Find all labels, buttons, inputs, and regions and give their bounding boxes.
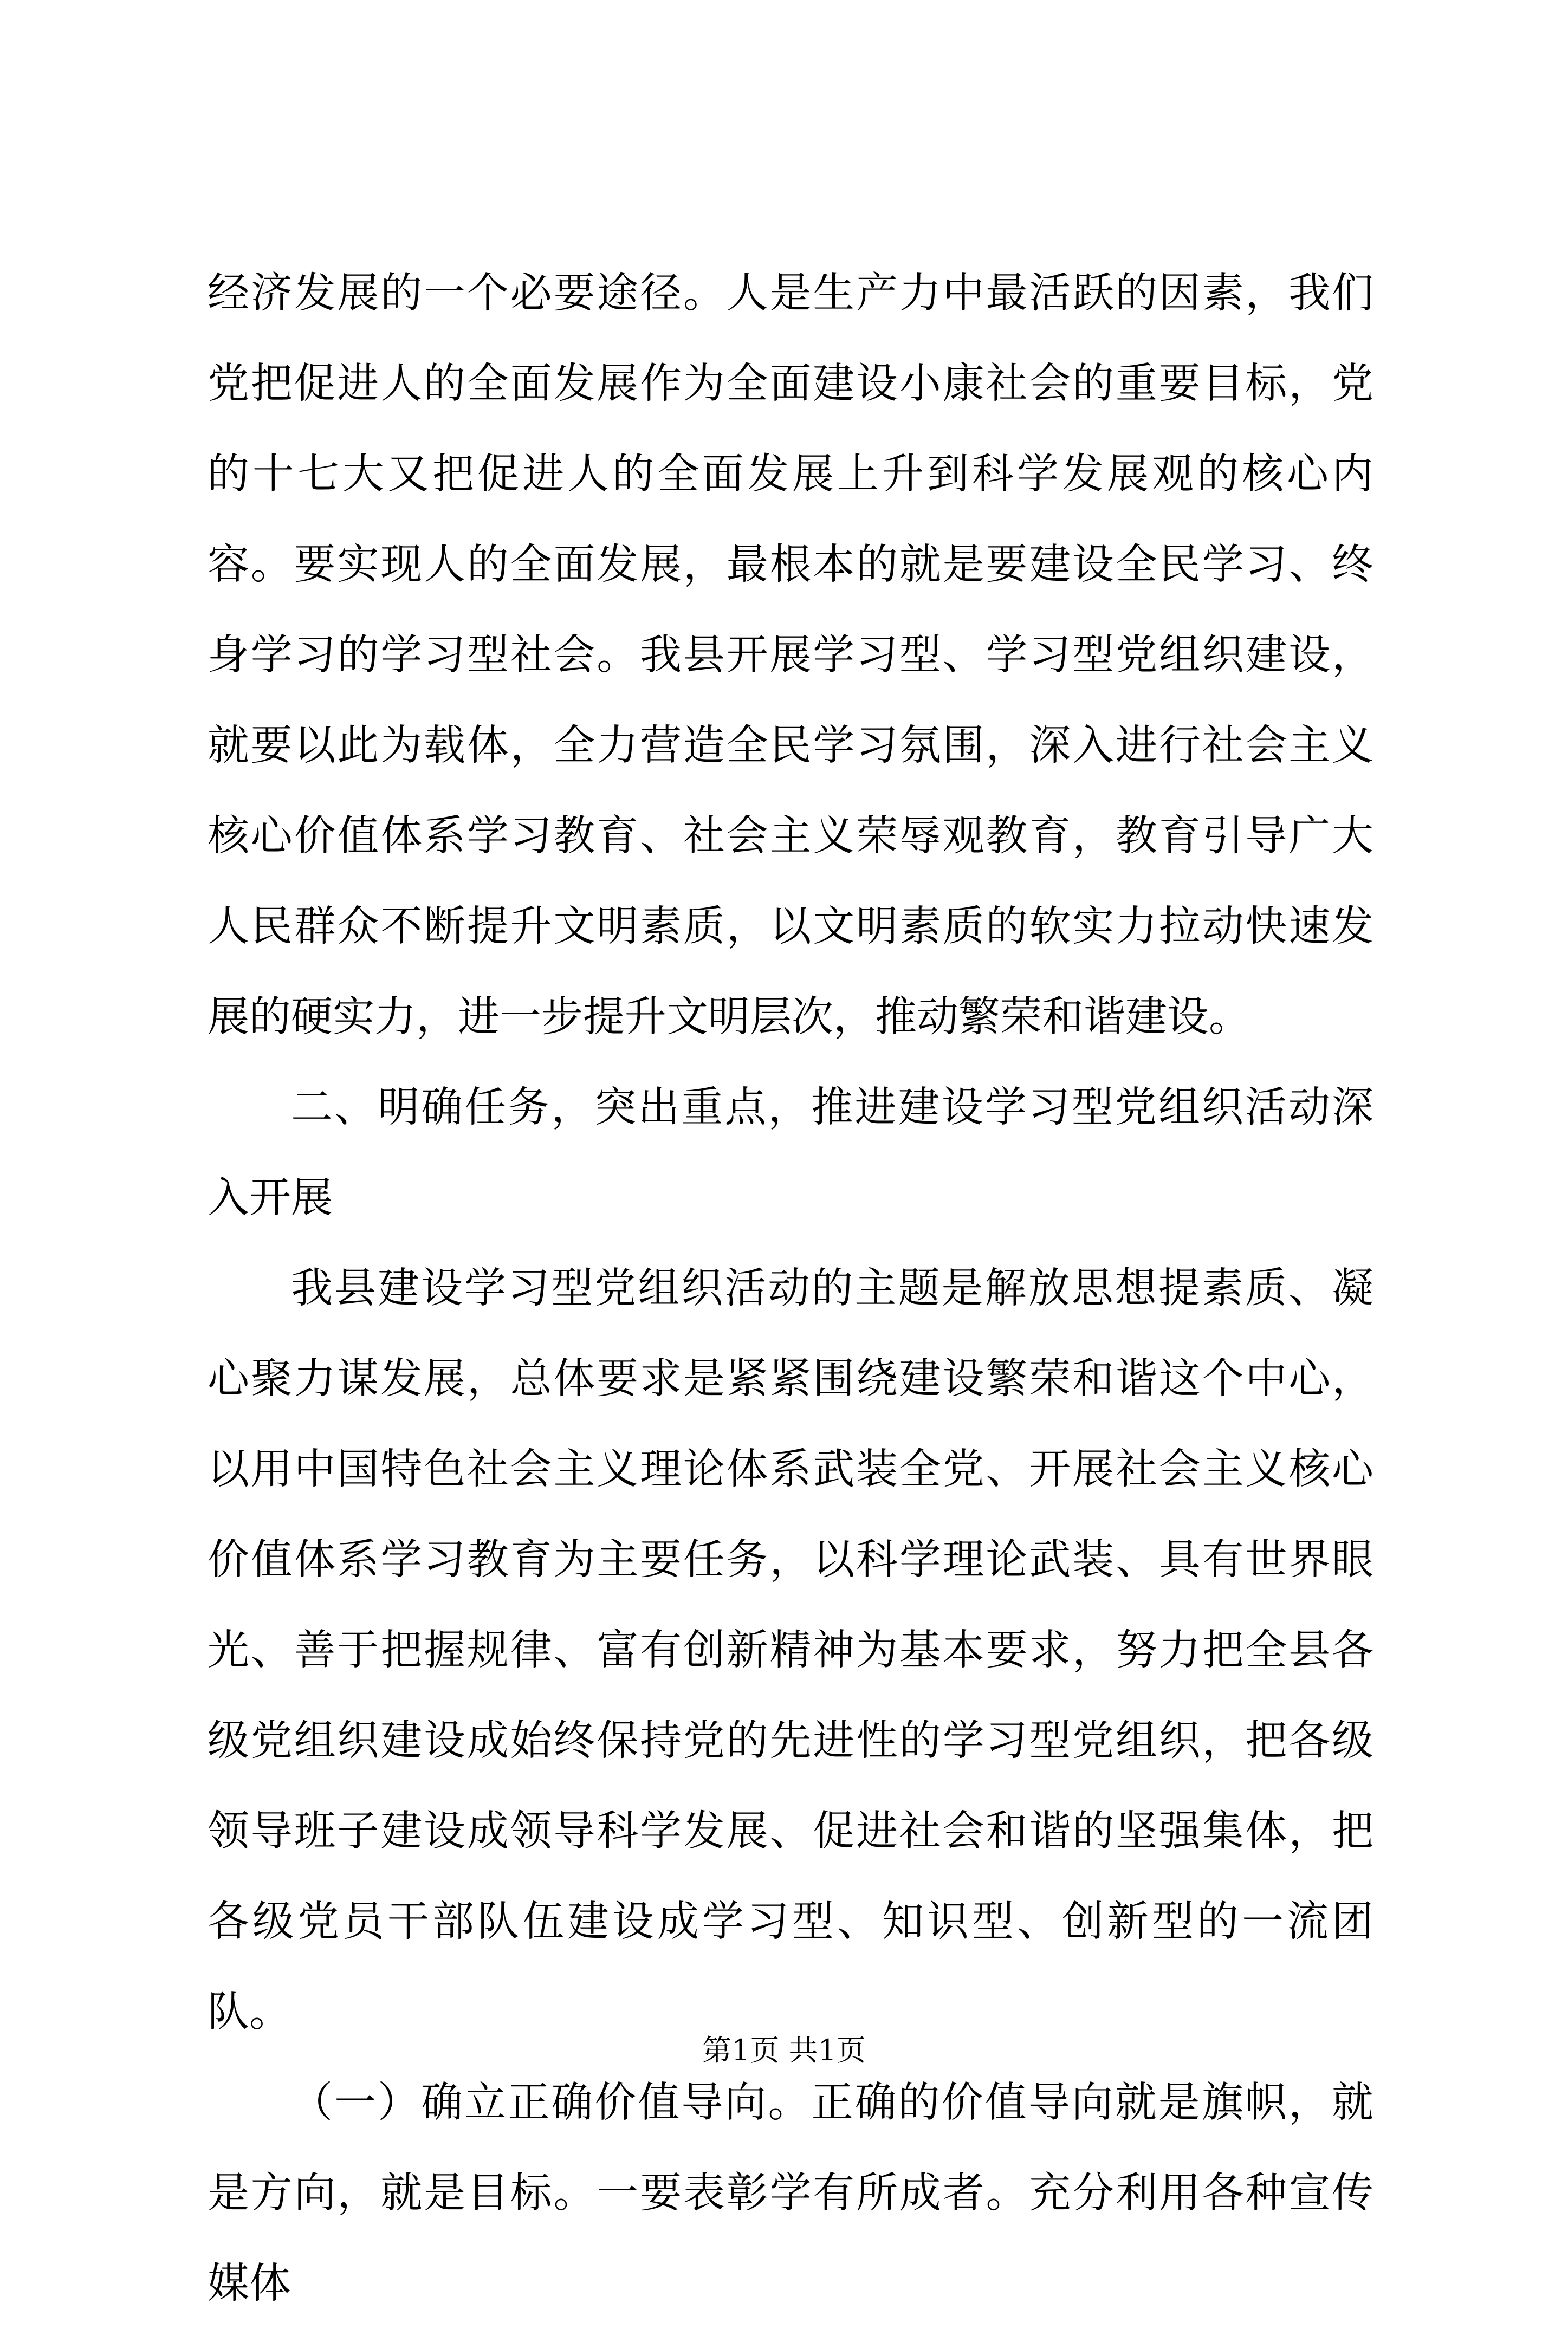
- page-footer: 第1页 共1页: [702, 2033, 866, 2067]
- subsection-1: （一）确立正确价值导向。正确的价值导向就是旗帜，就是方向，就是目标。一要表彰学有所成者。充分利用各种宣传媒体: [208, 2079, 1373, 2308]
- section-heading-2: 二、明确任务，突出重点，推进建设学习型党组织活动深入开展: [208, 1084, 1373, 1222]
- document-body: [208, 248, 1373, 2329]
- paragraph-1: 经济发展的一个必要途径。人是生产力中最活跃的因素，我们党把促进人的全面发展作为全面建设小康社会的重要目标，党的十七大又把促进人的全面发展上升到科学发展观的核心内容。要实现人的全面发展，最根本的就是要建设全民学习、终身学习的学习型社会。我县开展学习型、学习型党组织建设，就要以此为载体，全力营造全民学习氛围，深入进行社会主义核心价值体系学习教育、社会主义荣辱观教育，教育引导广大人民群众不断提升文明素质，以文明素质的软实力拉动快速发展的硬实力，进一步提升文明层次，推动繁荣和谐建设。: [208, 269, 1373, 1041]
- paragraph-3: 我县建设学习型党组织活动的主题是解放思想提素质、凝心聚力谋发展，总体要求是紧紧围绕建设繁荣和谐这个中心，以用中国特色社会主义理论体系武装全党、开展社会主义核心价值体系学习教育为主要任务，以科学理论武装、具有世界眼光、善于把握规律、富有创新精神为基本要求，努力把全县各级党组织建设成始终保持党的先进性的学习型党组织，把各级领导班子建设成领导科学发展、促进社会和谐的坚强集体，把各级党员干部队伍建设成学习型、知识型、创新型的一流团队。: [208, 1264, 1373, 2036]
